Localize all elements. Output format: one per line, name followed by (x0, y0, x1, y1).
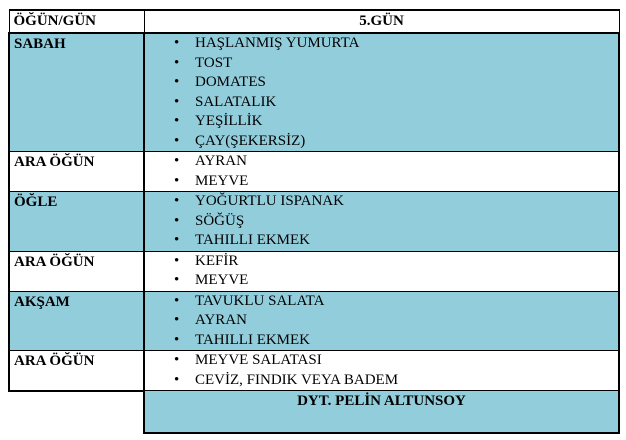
meal-item: • SÖĞÜŞ (174, 212, 618, 232)
meal-item: • AYRAN (174, 311, 618, 331)
meal-items-list (145, 34, 618, 151)
meal-items-cell (144, 251, 619, 291)
meal-row (9, 192, 619, 252)
meal-row (9, 251, 619, 291)
meal-item: • KEFİR (174, 252, 618, 272)
footer-row (9, 391, 619, 433)
meal-items-cell (144, 192, 619, 252)
meal-item: • DOMATES (174, 73, 618, 93)
meal-items-cell (144, 351, 619, 391)
meal-items-list (145, 192, 618, 251)
meal-item: • YOĞURTLU ISPANAK (174, 192, 618, 212)
meal-row (9, 351, 619, 391)
meal-items-cell (144, 291, 619, 351)
meal-item: • ÇAY(ŞEKERSİZ) (174, 132, 618, 152)
meal-item: • AYRAN (174, 152, 618, 172)
meal-label: ÖĞLE (9, 192, 144, 252)
meal-item: • TAHILLI EKMEK (174, 231, 618, 251)
meal-items-list (145, 351, 618, 390)
meal-label: SABAH (9, 33, 144, 152)
column-header-meal: ÖĞÜN/GÜN (9, 10, 144, 33)
footer-empty-cell (9, 391, 144, 433)
meal-item: • SALATALIK (174, 93, 618, 113)
meal-label: ARA ÖĞÜN (9, 251, 144, 291)
meal-row (9, 33, 619, 152)
meal-row (9, 291, 619, 351)
meal-item: • MEYVE (174, 172, 618, 192)
meal-item: • MEYVE SALATASI (174, 351, 618, 371)
meal-item: • YEŞİLLİK (174, 112, 618, 132)
diet-plan-table (8, 9, 620, 434)
meal-label: ARA ÖĞÜN (9, 152, 144, 192)
meal-items-list (145, 252, 618, 291)
meal-items-cell (144, 33, 619, 152)
meal-label: AKŞAM (9, 291, 144, 351)
meal-label: ARA ÖĞÜN (9, 351, 144, 391)
meal-items-list (145, 292, 618, 351)
meal-item: • CEVİZ, FINDIK VEYA BADEM (174, 371, 618, 391)
column-header-day: 5.GÜN (144, 10, 619, 33)
meal-items-list (145, 152, 618, 191)
meal-item: • TAHILLI EKMEK (174, 331, 618, 351)
meal-table-body (9, 33, 619, 391)
header-row (9, 10, 619, 33)
dietitian-signature: DYT. PELİN ALTUNSOY (144, 391, 619, 433)
meal-item: • MEYVE (174, 271, 618, 291)
meal-row (9, 152, 619, 192)
meal-item: • TOST (174, 54, 618, 74)
meal-item: • TAVUKLU SALATA (174, 292, 618, 312)
meal-item: • HAŞLANMIŞ YUMURTA (174, 34, 618, 54)
meal-items-cell (144, 152, 619, 192)
